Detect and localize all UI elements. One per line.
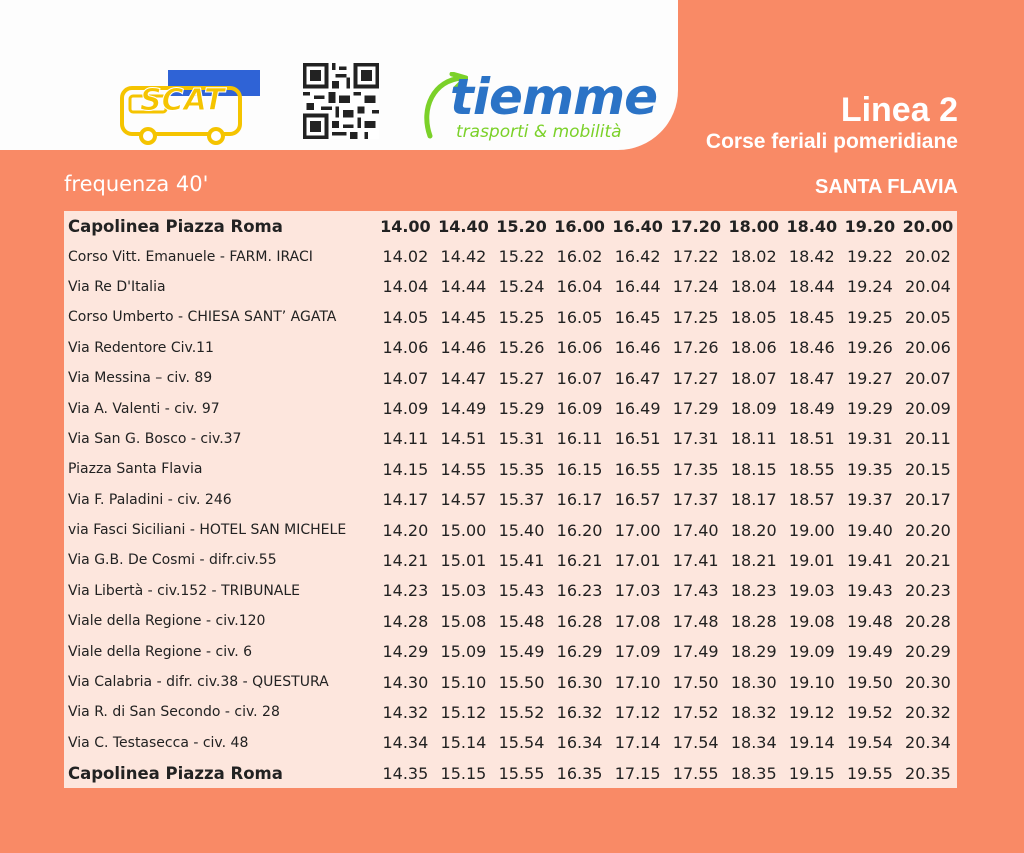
departure-time: 16.40: [612, 216, 663, 236]
departure-time: 15.55: [498, 763, 545, 783]
departure-time: 15.03: [440, 581, 487, 601]
departure-time: 14.32: [382, 702, 429, 722]
stop-name: Via San G. Bosco - civ.37: [68, 430, 242, 447]
departure-time: 14.34: [382, 733, 429, 753]
departure-time: 14.55: [440, 459, 487, 479]
departure-time: 15.41: [498, 550, 545, 570]
tiemme-logo: [420, 68, 658, 148]
departure-time: 20.28: [905, 611, 951, 631]
departure-time: 18.29: [730, 642, 777, 662]
tiemme-wordmark: tiemme: [450, 68, 658, 126]
departure-time: 19.03: [788, 581, 835, 601]
table-row: [64, 454, 957, 484]
departure-time: 17.10: [614, 672, 661, 692]
scat-logo-text: SCAT: [140, 83, 225, 118]
departure-time: 17.40: [672, 520, 719, 540]
departure-time: 17.00: [614, 520, 661, 540]
departure-time: 15.35: [498, 459, 545, 479]
departure-time: 16.35: [556, 763, 603, 783]
departure-time: 17.14: [614, 733, 661, 753]
line-title-block: [706, 92, 958, 154]
departure-time: 16.02: [556, 247, 603, 267]
table-row: [64, 667, 957, 697]
departure-time: 19.26: [846, 338, 893, 358]
departure-time: 20.06: [905, 338, 951, 358]
departure-time: 14.11: [382, 429, 429, 449]
departure-time: 15.48: [498, 611, 545, 631]
departure-time: 15.15: [440, 763, 487, 783]
departure-time: 19.01: [788, 550, 835, 570]
stop-name: Via R. di San Secondo - civ. 28: [68, 704, 280, 721]
departure-time: 20.02: [905, 247, 951, 267]
departure-time: 17.50: [672, 672, 719, 692]
departure-time: 17.01: [614, 550, 661, 570]
departure-time: 20.04: [905, 277, 951, 297]
departure-time: 15.31: [498, 429, 545, 449]
departure-time: 14.23: [382, 581, 429, 601]
departure-time: 14.20: [382, 520, 429, 540]
departure-time: 14.47: [440, 368, 487, 388]
departure-time: 14.49: [440, 399, 487, 419]
departure-time: 20.11: [905, 429, 951, 449]
departure-time: 18.05: [730, 307, 777, 327]
departure-time: 14.40: [438, 216, 489, 236]
departure-time: 19.29: [846, 399, 893, 419]
departure-time: 17.54: [672, 733, 719, 753]
departure-time: 17.48: [672, 611, 719, 631]
departure-time: 16.46: [614, 338, 661, 358]
table-row: [64, 393, 957, 423]
line-number: Linea 2: [840, 91, 958, 129]
departure-time: 16.28: [556, 611, 603, 631]
departure-time: 19.50: [846, 672, 893, 692]
departure-time: 18.21: [730, 550, 777, 570]
departure-time: 18.30: [730, 672, 777, 692]
departure-time: 20.21: [905, 550, 951, 570]
departure-time: 19.09: [788, 642, 835, 662]
departure-time: 16.47: [614, 368, 661, 388]
departure-time: 19.10: [788, 672, 835, 692]
departure-time: 17.03: [614, 581, 661, 601]
departure-time: 15.29: [498, 399, 545, 419]
departure-time: 19.35: [846, 459, 893, 479]
stop-name: Corso Vitt. Emanuele - FARM. IRACI: [68, 248, 313, 265]
departure-time: 15.12: [440, 702, 487, 722]
departure-time: 14.21: [382, 550, 429, 570]
departure-time: 14.45: [440, 307, 487, 327]
departure-time: 18.49: [788, 399, 835, 419]
qr-code: [303, 63, 379, 139]
departure-time: 19.52: [846, 702, 893, 722]
departure-time: 16.55: [614, 459, 661, 479]
departure-time: 14.00: [380, 216, 431, 236]
departure-time: 14.02: [382, 247, 429, 267]
departure-time: 16.15: [556, 459, 603, 479]
stop-name: Corso Umberto - CHIESA SANT’ AGATA: [68, 309, 337, 326]
departure-time: 16.11: [556, 429, 603, 449]
departure-time: 19.41: [846, 550, 893, 570]
table-row: [64, 728, 957, 758]
stop-name: Via G.B. De Cosmi - difr.civ.55: [68, 552, 277, 569]
departure-time: 14.51: [440, 429, 487, 449]
departure-time: 17.15: [614, 763, 661, 783]
departure-time: 20.07: [905, 368, 951, 388]
departure-time: 20.35: [905, 763, 951, 783]
departure-time: 14.57: [440, 490, 487, 510]
departure-time: 20.32: [905, 702, 951, 722]
departure-time: 17.41: [672, 550, 719, 570]
departure-time: 14.04: [382, 277, 429, 297]
departure-time: 14.05: [382, 307, 429, 327]
departure-time: 18.35: [730, 763, 777, 783]
stop-name: Viale della Regione - civ.120: [68, 613, 266, 630]
departure-time: 19.37: [846, 490, 893, 510]
departure-time: 16.23: [556, 581, 603, 601]
departure-time: 17.29: [672, 399, 719, 419]
departure-time: 20.20: [905, 520, 951, 540]
stop-name: Via Libertà - civ.152 - TRIBUNALE: [68, 582, 301, 599]
departure-time: 15.27: [498, 368, 545, 388]
departure-time: 15.50: [498, 672, 545, 692]
departure-time: 18.47: [788, 368, 835, 388]
departure-time: 14.07: [382, 368, 429, 388]
frequency-label: frequenza 40': [64, 172, 209, 196]
departure-time: 19.20: [844, 216, 896, 236]
departure-time: 19.00: [788, 520, 835, 540]
timetable-panel: [64, 211, 957, 788]
departure-time: 19.12: [788, 702, 835, 722]
departure-time: 20.34: [905, 733, 951, 753]
departure-time: 17.09: [614, 642, 661, 662]
service-subtitle: Corse feriali pomeridiane: [705, 130, 958, 153]
departure-time: 18.45: [788, 307, 835, 327]
departure-time: 17.27: [672, 368, 719, 388]
stop-name: Capolinea Piazza Roma: [68, 216, 283, 236]
departure-time: 19.31: [846, 429, 893, 449]
stop-name: Via Messina – civ. 89: [68, 370, 213, 387]
departure-time: 16.42: [614, 247, 661, 267]
departure-time: 16.20: [556, 520, 603, 540]
table-row: [64, 272, 957, 302]
departure-time: 19.08: [788, 611, 835, 631]
departure-time: 18.17: [730, 490, 777, 510]
table-row: [64, 363, 957, 393]
departure-time: 15.49: [498, 642, 545, 662]
departure-time: 18.57: [788, 490, 835, 510]
departure-time: 14.28: [382, 611, 429, 631]
departure-time: 19.15: [788, 763, 835, 783]
departure-time: 19.25: [846, 307, 893, 327]
tiemme-tagline: trasporti & mobilità: [456, 122, 622, 142]
departure-time: 16.06: [556, 338, 603, 358]
departure-time: 16.30: [556, 672, 603, 692]
table-row: [64, 424, 957, 454]
departure-time: 15.10: [440, 672, 487, 692]
departure-time: 18.02: [730, 247, 777, 267]
departure-time: 16.04: [556, 277, 603, 297]
table-row: [64, 576, 957, 606]
departure-time: 16.45: [614, 307, 661, 327]
departure-time: 16.07: [556, 368, 603, 388]
departure-time: 16.17: [556, 490, 603, 510]
departure-time: 15.14: [440, 733, 487, 753]
departure-time: 19.27: [846, 368, 893, 388]
departure-time: 16.57: [614, 490, 661, 510]
departure-time: 15.37: [498, 490, 545, 510]
departure-time: 14.06: [382, 338, 429, 358]
table-row: [64, 606, 957, 636]
departure-time: 18.46: [788, 338, 835, 358]
departure-time: 18.34: [730, 733, 777, 753]
departure-time: 15.01: [440, 550, 487, 570]
scat-logo: [118, 66, 263, 146]
departure-time: 20.29: [905, 642, 951, 662]
departure-time: 18.42: [788, 247, 835, 267]
departure-time: 18.32: [730, 702, 777, 722]
stop-name: Piazza Santa Flavia: [68, 461, 203, 478]
departure-time: 17.22: [672, 247, 719, 267]
departure-time: 19.40: [846, 520, 893, 540]
departure-time: 19.48: [846, 611, 893, 631]
departure-time: 14.42: [440, 247, 487, 267]
departure-time: 16.49: [614, 399, 661, 419]
departure-time: 15.40: [498, 520, 545, 540]
departure-time: 18.00: [728, 216, 780, 236]
table-row: [64, 758, 957, 788]
table-row: [64, 333, 957, 363]
departure-time: 14.15: [382, 459, 429, 479]
table-row: [64, 636, 957, 666]
stop-name: Capolinea Piazza Roma: [68, 763, 283, 783]
departure-time: 16.00: [554, 216, 605, 236]
departure-time: 14.09: [382, 399, 429, 419]
departure-time: 17.20: [670, 216, 721, 236]
departure-time: 19.43: [846, 581, 893, 601]
departure-time: 19.14: [788, 733, 835, 753]
departure-time: 18.06: [730, 338, 777, 358]
departure-time: 16.32: [556, 702, 603, 722]
departure-time: 18.07: [730, 368, 777, 388]
departure-time: 20.30: [905, 672, 951, 692]
departure-time: 17.08: [614, 611, 661, 631]
departure-time: 17.49: [672, 642, 719, 662]
departure-time: 17.35: [672, 459, 719, 479]
stop-name: Via Re D'Italia: [68, 278, 166, 295]
departure-time: 17.25: [672, 307, 719, 327]
departure-time: 18.04: [730, 277, 777, 297]
departure-time: 17.37: [672, 490, 719, 510]
stop-name: Viale della Regione - civ. 6: [68, 643, 253, 660]
departure-time: 18.11: [730, 429, 777, 449]
stop-name: Via F. Paladini - civ. 246: [68, 491, 232, 508]
departure-time: 15.54: [498, 733, 545, 753]
departure-time: 15.09: [440, 642, 487, 662]
departure-time: 15.22: [498, 247, 545, 267]
departure-time: 17.55: [672, 763, 719, 783]
departure-time: 16.51: [614, 429, 661, 449]
departure-time: 20.05: [905, 307, 951, 327]
departure-time: 20.15: [905, 459, 951, 479]
departure-time: 15.52: [498, 702, 545, 722]
departure-time: 17.26: [672, 338, 719, 358]
departure-time: 18.23: [730, 581, 777, 601]
departure-time: 18.15: [730, 459, 777, 479]
stop-name: Via Redentore Civ.11: [68, 339, 214, 356]
stop-name: Via Calabria - difr. civ.38 - QUESTURA: [68, 674, 329, 691]
departure-time: 14.46: [440, 338, 487, 358]
departure-time: 16.05: [556, 307, 603, 327]
departure-time: 18.55: [788, 459, 835, 479]
departure-time: 17.24: [672, 277, 719, 297]
departure-time: 15.08: [440, 611, 487, 631]
departure-time: 16.44: [614, 277, 661, 297]
departure-time: 17.43: [672, 581, 719, 601]
destination-label: SANTA FLAVIA: [815, 176, 958, 198]
departure-time: 15.20: [496, 216, 547, 236]
departure-time: 19.24: [846, 277, 893, 297]
departure-time: 15.43: [498, 581, 545, 601]
departure-time: 14.17: [382, 490, 429, 510]
departure-time: 18.20: [730, 520, 777, 540]
departure-time: 16.09: [556, 399, 603, 419]
departure-time: 18.28: [730, 611, 777, 631]
departure-time: 18.44: [788, 277, 835, 297]
departure-time: 18.51: [788, 429, 835, 449]
departure-time: 14.29: [382, 642, 429, 662]
departure-time: 16.21: [556, 550, 603, 570]
departure-time: 19.22: [846, 247, 893, 267]
departure-time: 19.55: [846, 763, 893, 783]
departure-time: 14.44: [440, 277, 487, 297]
departure-time: 18.09: [730, 399, 777, 419]
stop-name: Via C. Testasecca - civ. 48: [68, 734, 249, 751]
departure-time: 14.30: [382, 672, 429, 692]
departure-time: 14.35: [382, 763, 429, 783]
departure-time: 15.25: [498, 307, 545, 327]
departure-time: 20.23: [905, 581, 951, 601]
table-row: [64, 211, 957, 241]
timetable: [64, 211, 957, 788]
table-row: [64, 485, 957, 515]
stop-name: via Fasci Siciliani - HOTEL SAN MICHELE: [68, 522, 347, 539]
departure-time: 20.09: [905, 399, 951, 419]
departure-time: 16.34: [556, 733, 603, 753]
table-row: [64, 515, 957, 545]
departure-time: 16.29: [556, 642, 603, 662]
departure-time: 19.54: [846, 733, 893, 753]
departure-time: 20.00: [902, 216, 954, 236]
departure-time: 19.49: [846, 642, 893, 662]
stop-name: Via A. Valenti - civ. 97: [68, 400, 220, 417]
departure-time: 20.17: [905, 490, 951, 510]
departure-time: 17.31: [672, 429, 719, 449]
table-row: [64, 697, 957, 727]
departure-time: 15.00: [440, 520, 487, 540]
departure-time: 15.26: [498, 338, 545, 358]
departure-time: 17.52: [672, 702, 719, 722]
departure-time: 18.40: [786, 216, 838, 236]
table-row: [64, 241, 957, 271]
table-row: [64, 302, 957, 332]
departure-time: 17.12: [614, 702, 661, 722]
table-row: [64, 545, 957, 575]
departure-time: 15.24: [498, 277, 545, 297]
